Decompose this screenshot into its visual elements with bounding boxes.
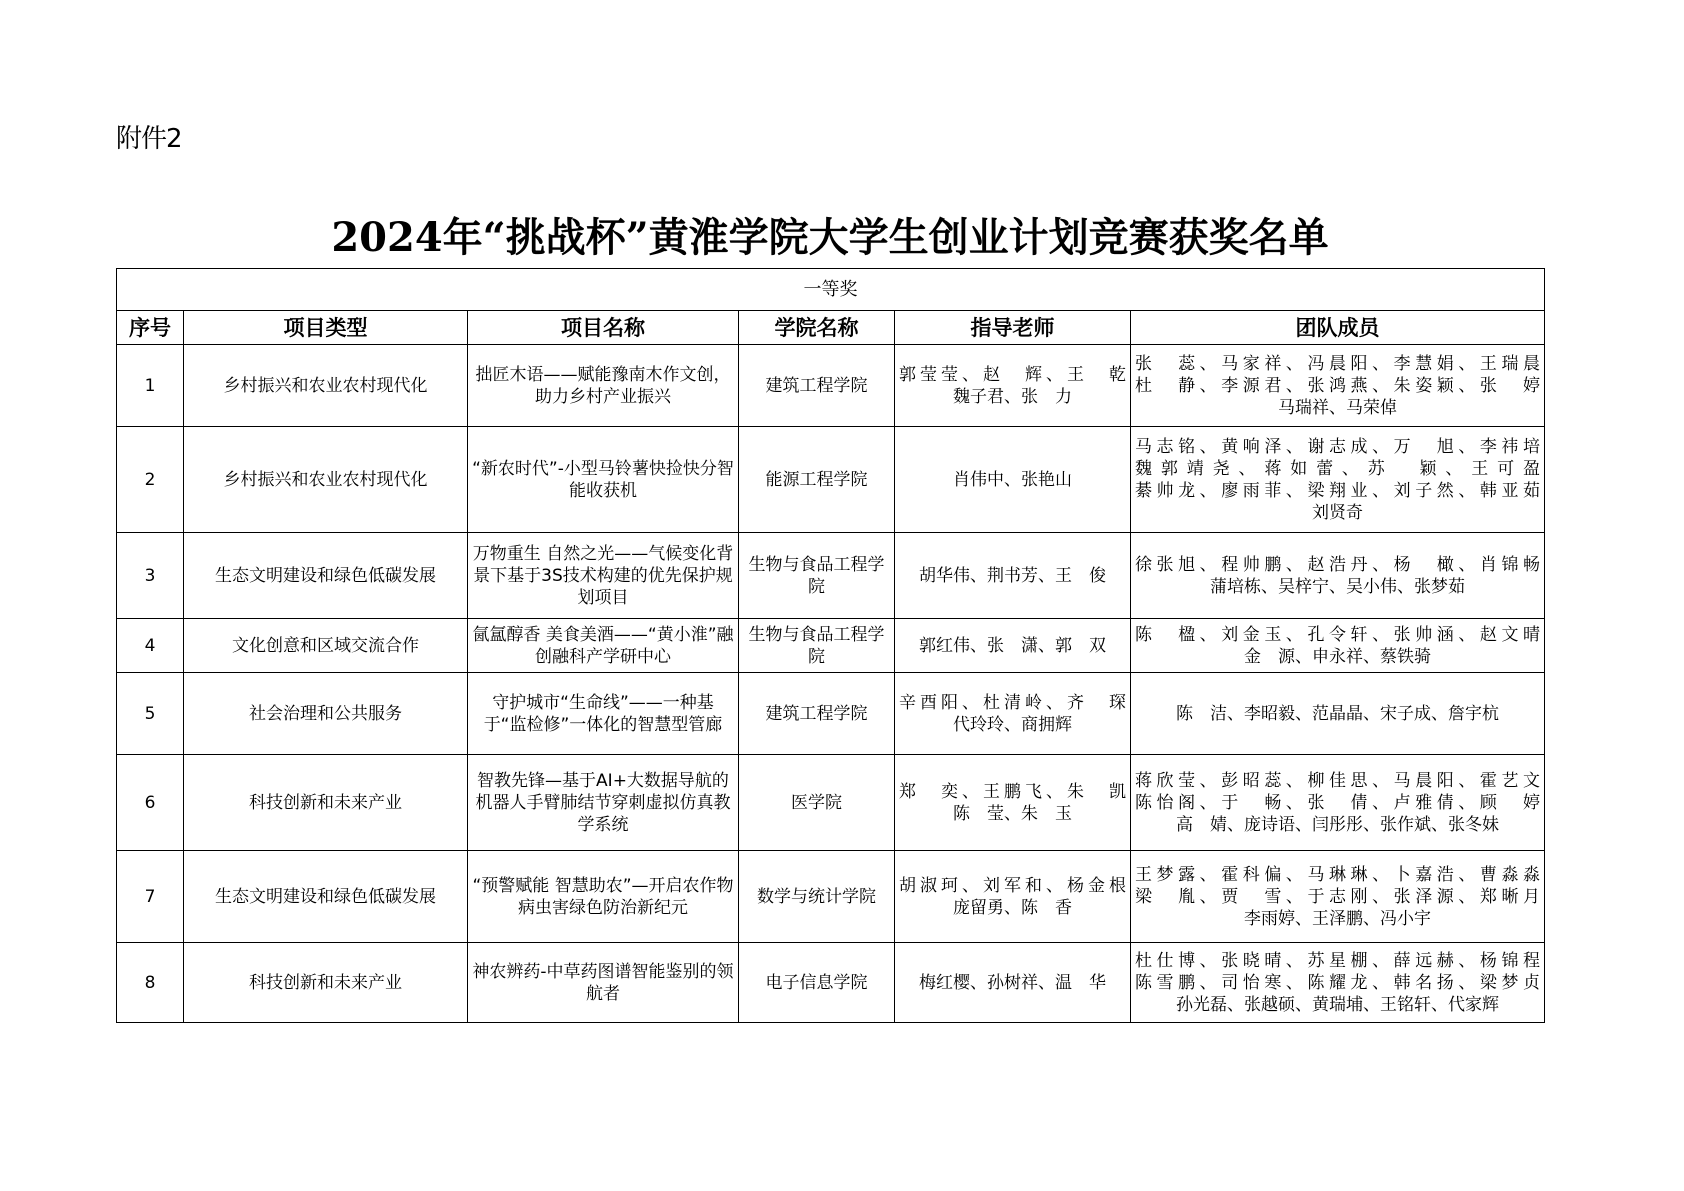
cell-teachers [895, 755, 1131, 851]
table-header-row [117, 311, 1545, 345]
cell-type: 生态文明建设和绿色低碳发展 [184, 851, 468, 943]
cell-project: “预警赋能 智慧助农”—开启农作物病虫害绿色防治新纪元 [468, 851, 739, 943]
member-line: 王梦露、霍科偏、马琳琳、卜嘉浩、曹淼淼 [1135, 864, 1540, 885]
member-line: 徐张旭、程帅鹏、赵浩丹、杨 橄、肖锦畅 [1135, 554, 1540, 575]
document-title: 2024年“挑战杯”黄淮学院大学生创业计划竞赛获奖名单 [331, 214, 1329, 261]
cell-teachers [895, 533, 1131, 619]
table-row [117, 619, 1545, 673]
member-line: 陈雪鹏、司怡寒、陈耀龙、韩名扬、梁梦贞 [1135, 972, 1540, 993]
cell-seq: 6 [117, 755, 184, 851]
cell-seq: 3 [117, 533, 184, 619]
cell-members [1131, 943, 1545, 1023]
award-tier: 一等奖 [117, 269, 1545, 311]
member-line: 蒲培栋、吴梓宁、吴小伟、张梦茹 [1210, 576, 1465, 597]
member-line: 李雨婷、王泽鹏、冯小宇 [1244, 908, 1431, 929]
header-type: 项目类型 [184, 311, 468, 345]
cell-seq: 2 [117, 427, 184, 533]
member-line: 刘贤奇 [1312, 502, 1363, 523]
member-line: 高 婧、庞诗语、闫彤彤、张作斌、张冬妹 [1176, 814, 1499, 835]
table-row [117, 755, 1545, 851]
award-tier-row [117, 269, 1545, 311]
header-members: 团队成员 [1131, 311, 1545, 345]
table-row [117, 851, 1545, 943]
cell-teachers [895, 345, 1131, 427]
member-line: 孙光磊、张越硕、黄瑞埔、王铭轩、代家辉 [1176, 994, 1499, 1015]
cell-college: 医学院 [739, 755, 895, 851]
member-line: 杜仕博、张晓晴、苏星棚、薛远赫、杨锦程 [1135, 950, 1540, 971]
cell-project: 智教先锋—基于AI+大数据导航的机器人手臂肺结节穿刺虚拟仿真教学系统 [468, 755, 739, 851]
cell-teachers [895, 943, 1131, 1023]
cell-members [1131, 851, 1545, 943]
cell-seq: 7 [117, 851, 184, 943]
member-line: 綦帅龙、廖雨菲、梁翔业、刘子然、韩亚茹 [1135, 480, 1540, 501]
teacher-line: 郭莹莹、赵 辉、王 乾 [899, 364, 1126, 385]
member-line: 蒋欣莹、彭昭蕊、柳佳思、马晨阳、霍艺文 [1135, 770, 1540, 791]
cell-type: 文化创意和区域交流合作 [184, 619, 468, 673]
member-line: 陈怡阁、于 畅、张 倩、卢雅倩、顾 婷 [1135, 792, 1540, 813]
cell-college: 生物与食品工程学院 [739, 619, 895, 673]
cell-members [1131, 427, 1545, 533]
teacher-line: 郑 奕、王鹏飞、朱 凯 [899, 781, 1126, 802]
cell-project: “新农时代”-小型马铃薯快捡快分智能收获机 [468, 427, 739, 533]
cell-project: 拙匠木语——赋能豫南木作文创，助力乡村产业振兴 [468, 345, 739, 427]
cell-college: 电子信息学院 [739, 943, 895, 1023]
cell-college: 建筑工程学院 [739, 345, 895, 427]
cell-seq: 5 [117, 673, 184, 755]
cell-type: 乡村振兴和农业农村现代化 [184, 427, 468, 533]
cell-teachers [895, 851, 1131, 943]
header-seq: 序号 [117, 311, 184, 345]
cell-seq: 1 [117, 345, 184, 427]
teacher-line: 胡华伟、荆书芳、王 俊 [919, 565, 1106, 586]
award-table-body [117, 269, 1545, 1023]
attachment-label: 附件2 [116, 124, 182, 154]
cell-seq: 4 [117, 619, 184, 673]
teacher-line: 代玲玲、商拥辉 [953, 714, 1072, 735]
cell-members [1131, 345, 1545, 427]
teacher-line: 庞留勇、陈 香 [953, 897, 1072, 918]
cell-type: 科技创新和未来产业 [184, 755, 468, 851]
teacher-line: 梅红樱、孙树祥、温 华 [919, 972, 1106, 993]
cell-type: 乡村振兴和农业农村现代化 [184, 345, 468, 427]
cell-members [1131, 619, 1545, 673]
member-line: 魏郭靖尧、蒋如蕾、苏 颖、王可盈 [1135, 458, 1540, 479]
member-line: 杜 静、李源君、张鸿燕、朱姿颖、张 婷 [1135, 375, 1540, 396]
cell-college: 数学与统计学院 [739, 851, 895, 943]
table-row [117, 427, 1545, 533]
cell-project: 氤氲醇香 美食美酒——“黄小淮”融创融科产学研中心 [468, 619, 739, 673]
teacher-line: 胡淑珂、刘军和、杨金根 [899, 875, 1126, 896]
header-college: 学院名称 [739, 311, 895, 345]
cell-college: 能源工程学院 [739, 427, 895, 533]
member-line: 马志铭、黄响泽、谢志成、万 旭、李祎培 [1135, 436, 1540, 457]
teacher-line: 辛酉阳、杜清岭、齐 琛 [899, 692, 1126, 713]
cell-teachers [895, 427, 1131, 533]
teacher-line: 郭红伟、张 潇、郭 双 [919, 635, 1106, 656]
cell-type: 科技创新和未来产业 [184, 943, 468, 1023]
teacher-line: 魏子君、张 力 [953, 386, 1072, 407]
cell-seq: 8 [117, 943, 184, 1023]
table-row [117, 533, 1545, 619]
table-row [117, 345, 1545, 427]
cell-type: 生态文明建设和绿色低碳发展 [184, 533, 468, 619]
cell-college: 生物与食品工程学院 [739, 533, 895, 619]
member-line: 陈 楹、刘金玉、孔令轩、张帅涵、赵文晴 [1135, 624, 1540, 645]
cell-project: 神农辨药-中草药图谱智能鉴别的领航者 [468, 943, 739, 1023]
table-row [117, 943, 1545, 1023]
cell-members [1131, 533, 1545, 619]
cell-college: 建筑工程学院 [739, 673, 895, 755]
teacher-line: 陈 莹、朱 玉 [953, 803, 1072, 824]
member-line: 陈 洁、李昭毅、范晶晶、宋子成、詹宇杭 [1176, 703, 1499, 724]
cell-members [1131, 755, 1545, 851]
cell-teachers [895, 619, 1131, 673]
teacher-line: 肖伟中、张艳山 [953, 469, 1072, 490]
cell-project: 万物重生 自然之光——气候变化背景下基于3S技术构建的优先保护规划项目 [468, 533, 739, 619]
award-table [116, 268, 1545, 1023]
cell-project: 守护城市“生命线”——一种基于“监检修”一体化的智慧型管廊 [468, 673, 739, 755]
member-line: 张 蕊、马家祥、冯晨阳、李慧娟、王瑞晨 [1135, 353, 1540, 374]
header-project: 项目名称 [468, 311, 739, 345]
member-line: 马瑞祥、马荣倬 [1278, 397, 1397, 418]
cell-type: 社会治理和公共服务 [184, 673, 468, 755]
cell-teachers [895, 673, 1131, 755]
member-line: 梁 胤、贾 雪、于志刚、张泽源、郑晰月 [1135, 886, 1540, 907]
header-teachers: 指导老师 [895, 311, 1131, 345]
member-line: 金 源、申永祥、蔡铁骑 [1244, 646, 1431, 667]
cell-members [1131, 673, 1545, 755]
table-row [117, 673, 1545, 755]
